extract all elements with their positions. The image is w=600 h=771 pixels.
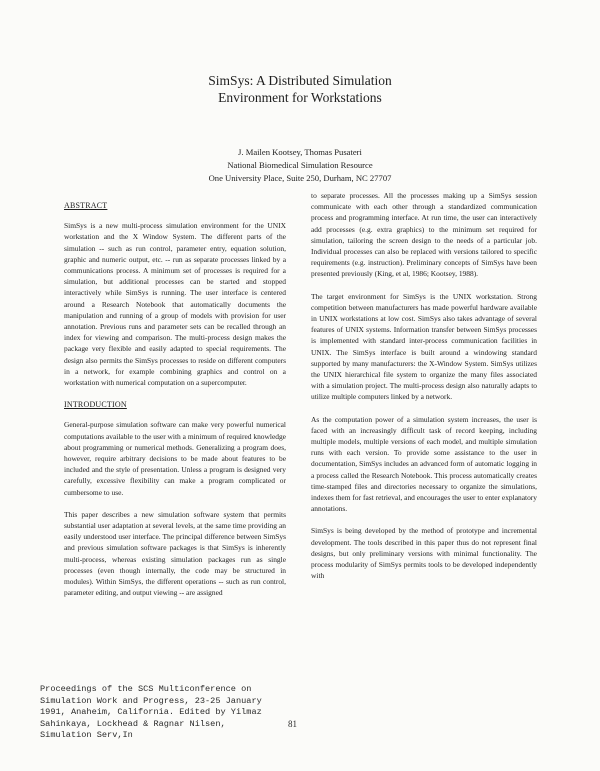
proceedings-note: Proceedings of the SCS Multiconference on Simulation Work and Progress, 23-25 January 1991, Anaheim, California. Edited by Yilmaz Sahinkaya, Lockhead & Ragnar Nilsen, Simulation Serv,In: [40, 684, 262, 741]
introduction-heading: INTRODUCTION: [64, 400, 127, 410]
title-line-2: Environment for Workstations: [218, 90, 382, 105]
page-number: 81: [288, 719, 297, 729]
right-column: [311, 190, 537, 582]
abstract-text: SimSys is a new multi-process simulation environment for the UNIX workstation and the X Window System. The different parts of the simulation -- such as run control, parameter entry, equation solution, graphic and numeric output, etc. -- run as separate processes linked by a communications process. A minimum set of processes is required for a simulation, but additional processes can be started and stopped interactively while SimSys is running. The user interface is centered around a Research Notebook that automatically documents the manipulation and running of a group of models with provision for user annotation. Previous runs and parameter sets can be recalled through an index for viewing and comparison. The multi-process design makes the package very flexible and easily adapted to special requirements. The design also permits the SimSys processes to reside on different computers in a network, for example combining graphics and control on a workstation with numerical computation on a supercomputer.: [64, 221, 286, 388]
right-paragraph-1: to separate processes. All the processes making up a SimSys session communicate with each other through a standardized communication process and programming interface. At run time, the user can interactively add processes (e.g. extra graphics) to the minimum set required for simulation, tailoring the screen design to the needs of a particular job. Individual processes can also be replaced with versions tailored to specific requirements (e.g. instruction). Preliminary concepts of SimSys have been presented previously (King, et al, 1986; Kootsey, 1988).: [311, 191, 537, 279]
author-names: J. Mailen Kootsey, Thomas Pusateri: [238, 147, 362, 157]
right-paragraph-4: SimSys is being developed by the method of prototype and incremental development. The tools described in this paper thus do not represent final designs, but only preliminary versions with minimal functionality. The process modularity of SimSys permits tools to be developed independently with: [311, 526, 537, 581]
author-address: One University Place, Suite 250, Durham, NC 27707: [208, 173, 392, 183]
intro-paragraph-2: This paper describes a new simulation software system that permits substantial user adaptation at several levels, at the same time providing an easily understood user interface. The principal difference between SimSys and previous simulation software packages is that SimSys is inherently multi-process, whereas existing simulation packages run as single processes (even though internally, the code may be structured in modules). Within SimSys, the different operations -- such as run control, parameter editing, and output viewing -- are assigned: [64, 509, 286, 598]
left-column: [64, 200, 286, 599]
abstract-heading: ABSTRACT: [64, 201, 108, 210]
title-line-1: SimSys: A Distributed Simulation: [208, 73, 392, 88]
paper-title: [0, 72, 600, 106]
author-block: [0, 146, 600, 185]
right-paragraph-3: As the computation power of a simulation system increases, the user is faced with an increasingly difficult task of record keeping, including multiple models, multiple versions of each model, and multiple simulation runs with each version. To provide some assistance to the user in documentation, SimSys includes an advanced form of automatic logging in a process called the Research Notebook. This process automatically creates time-stamped files and directories necessary to organize the simulations, indexes them for fast retrieval, and encourages the user to enter explanatory annotations.: [311, 414, 537, 514]
author-affiliation: National Biomedical Simulation Resource: [227, 160, 373, 170]
intro-paragraph-1: General-purpose simulation software can make very powerful numerical computations available to the user with a minimum of required knowledge about programming or numerical methods. Generalizing a program does, however, require arbitrary decisions to be made about features to be included and the style of presentation. Unless a program is designed very carefully, excessive flexibility can make a program complicated or cumbersome to use.: [64, 420, 286, 497]
right-paragraph-2: The target environment for SimSys is the UNIX workstation. Strong competition between manufacturers has made powerful hardware available in UNIX workstations at low cost. SimSys also takes advantage of several features of UNIX systems. Information transfer between SimSys processes is implemented with standard inter-process communication facilities in UNIX. The SimSys interface is built around a windowing standard supported by many manufacturers: the X-Window System. SimSys utilizes the UNIX hierarchical file system to organize the many files associated with a simulation project. The multi-process design also naturally adapts to utilize multiple computers linked by a network.: [311, 291, 537, 402]
